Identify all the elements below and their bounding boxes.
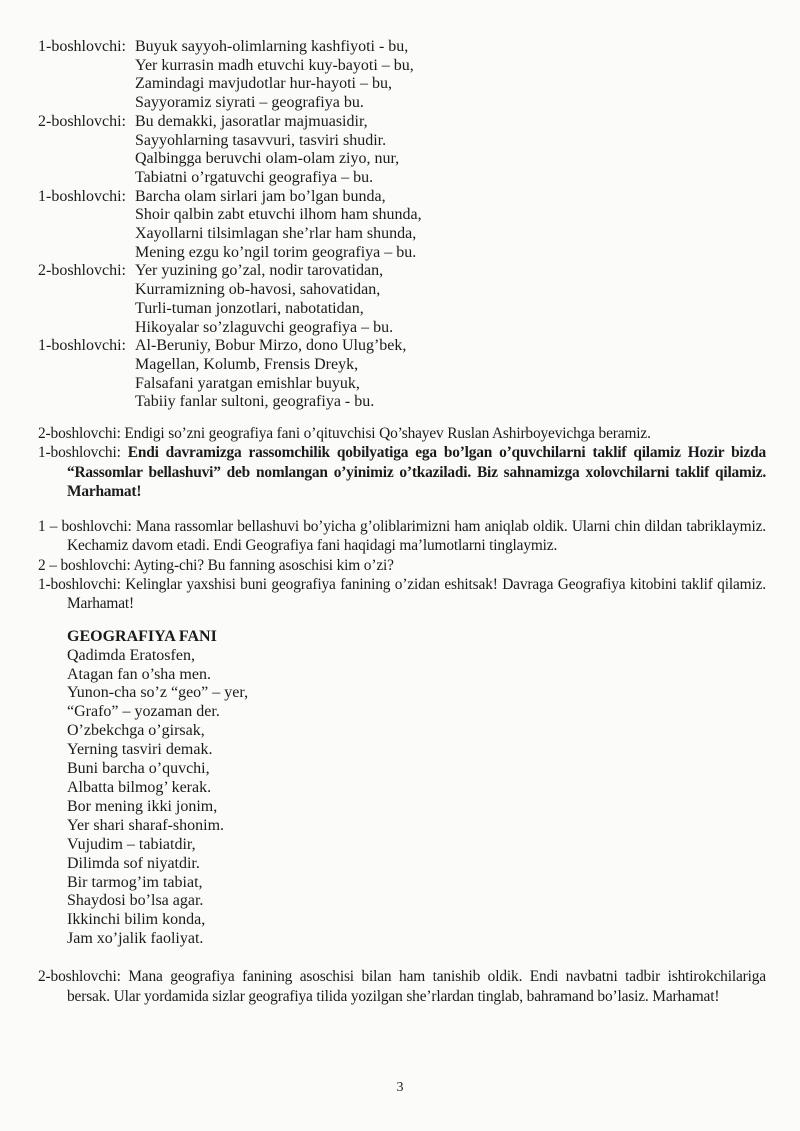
verse-line: Tabiatni o’rgatuvchi geografiya – bu. (135, 168, 374, 186)
verse-line: Mening ezgu ko’ngil torim geografiya – bu. (135, 243, 417, 261)
verse-line: Turli-tuman jonzotlari, nabotatidan, (135, 299, 364, 317)
verse-line: Bu demakki, jasoratlar majmuasidir, (135, 112, 368, 130)
dialog-paragraph-question (38, 556, 766, 575)
poem-line: Yunon-cha so’z “geo” – yer, (67, 684, 249, 702)
speaker-label: 2-boshlovchi: (38, 968, 121, 986)
poem-line: Vujudim – tabiatdir, (67, 835, 196, 853)
poem-line: Albatta bilmog’ kerak. (67, 778, 212, 796)
verse-line: Yer kurrasin madh etuvchi kuy-bayoti – bu, (135, 56, 414, 74)
poem-line: Ikkinchi bilim konda, (67, 911, 206, 929)
dialog-paragraph-closing (38, 967, 766, 1006)
verse-block-1 (38, 38, 766, 113)
poem-line: Buni barcha o’quvchi, (67, 760, 210, 778)
poem-title: GEOGRAFIYA FANI (67, 627, 217, 645)
verse-line: Yer yuzining go’zal, nodir tarovatidan, (135, 262, 384, 280)
announcement-section (38, 424, 766, 502)
poem-line: Atagan fan o’sha men. (67, 665, 211, 683)
dialog-paragraph-book-invite (38, 575, 766, 614)
verse-line: Qalbingga beruvchi olam-olam ziyo, nur, (135, 150, 400, 168)
verse-line: Barcha olam sirlari jam bo’lgan bunda, (135, 187, 386, 205)
verse-line: Al-Beruniy, Bobur Mirzo, dono Ulug’bek, (135, 337, 407, 355)
speaker-label: 1-boshlovchi: (38, 337, 126, 355)
poem-line: Dilimda sof niyatdir. (67, 854, 200, 872)
dialog-section (38, 517, 766, 614)
poem-line: Yerning tasviri demak. (67, 741, 213, 759)
speaker-label: 1-boshlovchi: (38, 187, 126, 205)
paragraph-text: Endigi so’zni geografiya fani o’qituvchisi Qo’shayev Ruslan Ashirboyevichga beramiz. (124, 425, 651, 443)
verse-line: Kurramizning ob-havosi, sahovatidan, (135, 281, 381, 299)
closing-section (38, 967, 766, 1006)
poem-line: Shaydosi bo’lsa agar. (67, 892, 204, 910)
verse-block-2 (38, 113, 766, 188)
verse-line: Sayyohlarning tasavvuri, tasviri shudir. (135, 131, 387, 149)
poem-line: Bor mening ikki jonim, (67, 797, 218, 815)
verse-line: Buyuk sayyoh-olimlarning kashfiyoti - bu, (135, 38, 409, 55)
speaker-label: 2-boshlovchi: (38, 425, 121, 443)
speaker-label: 1-boshlovchi: (38, 575, 121, 593)
dialog-paragraph-teacher-intro (38, 424, 766, 443)
verse-line: Shoir qalbin zabt etuvchi ilhom ham shunda, (135, 206, 422, 224)
verse-lines (135, 337, 766, 412)
speaker-label: 1 – boshlovchi: (38, 517, 132, 535)
verse-line: Magellan, Kolumb, Frensis Dreyk, (135, 355, 359, 373)
poem-line: Jam xo’jalik faoliyat. (67, 930, 204, 948)
verse-block-5 (38, 337, 766, 412)
speaker-label: 1-boshlovchi: (38, 444, 121, 462)
verse-line: Xayollarni tilsimlagan she’rlar ham shunda, (135, 225, 417, 243)
paragraph-text: Kelinglar yaxshisi buni geografiya fanining o’zidan eshitsak! Davraga Geografiya kitobini taklif qilamiz. Marhamat! (67, 575, 766, 613)
dialog-paragraph-artists-invite (38, 443, 766, 501)
poem-line: O’zbekchga o’girsak, (67, 722, 205, 740)
verse-line: Tabiiy fanlar sultoni, geografiya - bu. (135, 393, 375, 411)
dialog-paragraph-winners (38, 517, 766, 556)
verse-line: Hikoyalar so’zlaguvchi geografiya – bu. (135, 318, 394, 336)
paragraph-text: Ayting-chi? Bu fanning asoschisi kim o’zi? (133, 556, 394, 574)
poem-line: Yer shari sharaf-shonim. (67, 816, 225, 834)
speaker-label: 2-boshlovchi: (38, 262, 126, 280)
verse-line: Zamindagi mavjudotlar hur-hayoti – bu, (135, 75, 392, 93)
verse-lines (135, 188, 766, 263)
poem-line: Bir tarmog’im tabiat, (67, 873, 203, 891)
page-number: 3 (396, 1080, 404, 1095)
verse-block-4 (38, 262, 766, 337)
verse-lines (135, 262, 766, 337)
speaker-label: 2 – boshlovchi: (38, 556, 131, 574)
opening-verses-section (38, 38, 766, 412)
poem-line: Qadimda Eratosfen, (67, 646, 195, 664)
poem-line: “Grafo” – yozaman der. (67, 703, 220, 721)
verse-line: Sayyoramiz siyrati – geografiya bu. (135, 94, 364, 112)
verse-line: Falsafani yaratgan emishlar buyuk, (135, 374, 360, 392)
paragraph-text-bold: Endi davramizga rassomchilik qobilyatiga ega bo’lgan o’quvchilarni taklif qilamiz Hozir bizda “Rassomlar bellashuvi” deb nomlangan o’yinimiz o’tkaziladi. Biz sahnamizga xolovchilarni taklif qilamiz. Marhamat! (67, 444, 766, 501)
verse-lines (135, 38, 766, 113)
poem-section (38, 628, 766, 949)
speaker-label: 1-boshlovchi: (38, 38, 126, 55)
paragraph-text: Mana rassomlar bellashuvi bo’yicha g’oliblarimizni ham aniqlab oldik. Ularni chin dildan tabriklaymiz. Kechamiz davom etadi. Endi Geografiya fani haqidagi ma’lumotlarni tinglaymiz. (67, 517, 766, 555)
verse-block-3 (38, 188, 766, 263)
paragraph-text: Mana geografiya fanining asoschisi bilan ham tanishib oldik. Endi navbatni tadbir ishtirokchilariga bersak. Ular yordamida sizlar geografiya tilida yozilgan she’rlardan tinglab, bahramand bo’lasiz. Marhamat! (67, 968, 766, 1005)
verse-lines (135, 113, 766, 188)
speaker-label: 2-boshlovchi: (38, 112, 126, 130)
